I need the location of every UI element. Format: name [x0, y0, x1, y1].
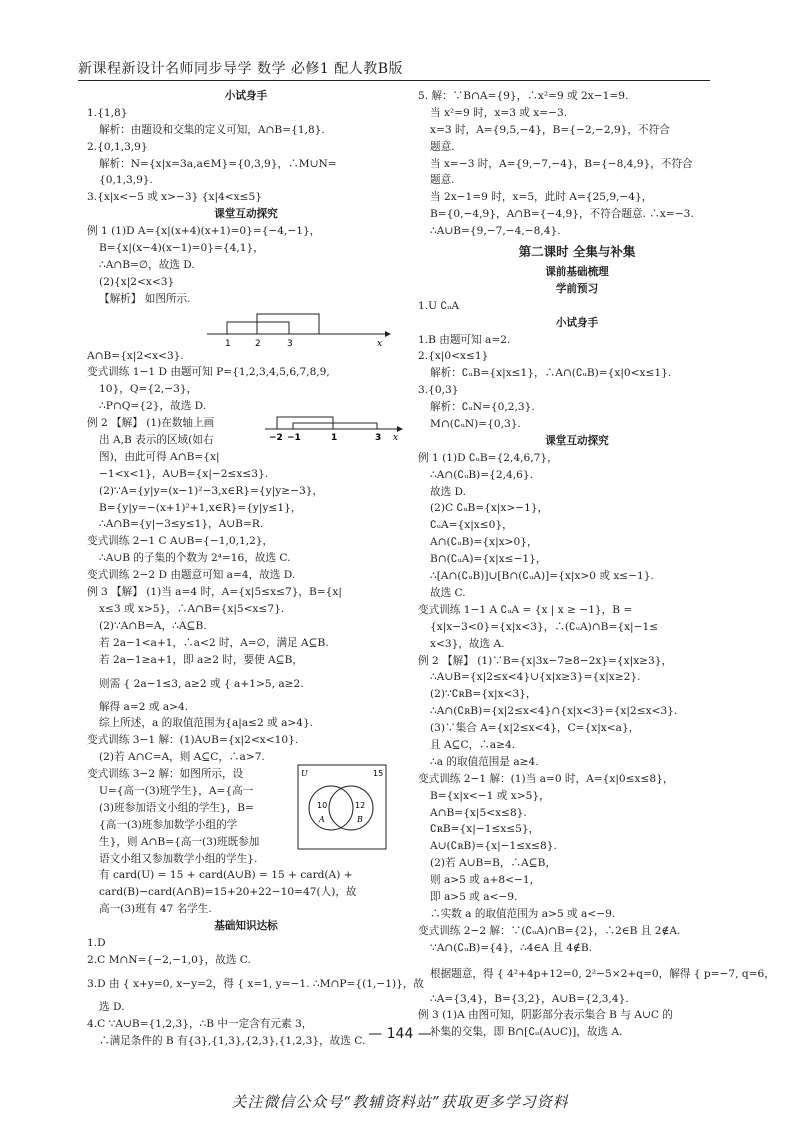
text-line: B∩(∁ᵤA)={x|x≤−1}，	[430, 553, 547, 566]
section-heading: 小试身手	[555, 316, 599, 329]
axis-label-x: x	[393, 433, 399, 444]
text-line: card(B)−card(A∩B)=15+20+22−10=47(人)，故	[99, 886, 357, 899]
text-line: 解析：∁ᵤB={x|x≤1}，∴A∩(∁ᵤB)={x|0<x≤1}.	[430, 367, 672, 380]
text-line: ∴P∩Q={2}，故选 D.	[99, 400, 207, 413]
text-line: B={0,−4,9}，A∩B={−4,9}，不符合题意. ∴x=−3.	[430, 208, 694, 221]
section-heading: 小试身手	[224, 90, 268, 102]
text-line: x=3 时，A={9,5,−4}，B={−2,−2,9}，不符合	[430, 123, 670, 136]
text-line: 【解析】 如图所示.	[99, 292, 191, 305]
text-line: 选 D.	[99, 1000, 125, 1013]
text-line: 变式训练 2−1 解：(1)当 a=0 时，A={x|0≤x≤8}，	[418, 772, 674, 785]
text-line: 根据题意，得 { 4²+4p+12=0, 2²−5×2+q=0，解得 { p=−7, q=6，	[430, 967, 775, 980]
text-line: 解析：∁ᵤN={0,2,3}.	[430, 401, 535, 414]
text-line: 1.B 由题可知 a=2.	[418, 333, 511, 346]
text-line: ∴A={3,4}，B={3,2}，A∪B={2,3,4}.	[430, 992, 629, 1005]
text-line: 例 1 (1)D A={x|(x+4)(x+1)=0}={−4,−1}，	[87, 225, 321, 238]
text-line: 题意.	[430, 140, 455, 153]
set-a-circle	[309, 786, 353, 830]
text-line: 4.C ∵A∪B={1,2,3}，∴B 中一定含有元素 3，	[87, 1017, 313, 1030]
tick-label-1: 1	[225, 338, 231, 349]
text-line: A∪(∁ʀB)={x|−1≤x≤8}.	[430, 840, 557, 853]
tick-label-1: 1	[331, 433, 338, 444]
text-line: 1.U ∁ᵤA	[418, 299, 460, 312]
text-line: (2)∵A={y|y=(x−1)²−3,x∈R}={y|y≥−3}，	[99, 484, 324, 497]
text-line: 例 1 (1)D ∁ᵤB={2,4,6,7}，	[418, 451, 558, 464]
text-line: 变式训练 1−1 D 由题可知 P={1,2,3,4,5,6,7,8,9,	[87, 366, 330, 379]
text-line: 当 x²=9 时，x=3 或 x=−3.	[430, 106, 568, 119]
text-line: 10}，Q={2,−3}，	[99, 383, 198, 396]
text-line: 生}，则 A∩B={高一(3)班既参加	[99, 835, 260, 848]
text-line: 若 2a−1<a+1，∴a<2 时，A=∅，满足 A⊆B.	[99, 636, 329, 649]
text-line: 即 a>5 或 a<−9.	[430, 890, 518, 903]
text-line: A∩(∁ᵤB)={x|x>0}，	[430, 536, 538, 549]
text-line: 解得 a=2 或 a>4.	[99, 700, 189, 713]
text-line: 变式训练 1−1 A ∁ᵤA = {x | x ≥ −1}，B =	[418, 603, 633, 616]
text-line: ∴A∩(∁ᵤB)={2,4,6}.	[430, 468, 533, 481]
text-line: ∴A∩(∁ʀB)={x|2≤x<4}∩{x|x<3}={x|2≤x<3}.	[430, 705, 678, 718]
text-line: ∴A∩B={y|−3≤y≤1}，A∪B=R.	[99, 518, 264, 531]
text-line: (2)若 A∪B=B，∴A⊆B，	[430, 857, 557, 870]
tick-label-neg2: −2	[269, 433, 283, 444]
text-line: 图)，由此可得 A∩B={x|	[99, 450, 220, 463]
text-line: 3.D 由 { x+y=0, x−y=2，得 { x=1, y=−1. ∴M∩P={(1,−1)}，故	[87, 977, 425, 990]
text-line: ∁ʀB={x|−1≤x≤5}，	[430, 823, 540, 836]
number-line-figure-2	[265, 411, 405, 444]
text-line: x<3}，故选 A.	[430, 637, 505, 650]
interval-a	[227, 322, 289, 334]
text-line: −1<x<1}，A∪B={x|−2≤x≤3}.	[99, 467, 269, 480]
header-rule	[78, 80, 710, 81]
text-line: 变式训练 3−1 解：(1)A∪B={x|2<x<10}.	[87, 734, 299, 747]
text-line: B={y|y=−(x+1)²+1,x∈R}={y|y≤1}，	[99, 501, 302, 514]
venn-label-u: U	[301, 769, 308, 779]
text-line: 出 A,B 表示的区域(如右	[99, 434, 214, 447]
section-heading: 基础知识达标	[214, 920, 278, 933]
text-line: ∴a 的取值范围是 a≥4.	[430, 755, 539, 768]
text-line: 变式训练 2−1 C A∪B={−1,0,1,2}，	[87, 535, 274, 548]
text-line: 变式训练 2−2 D 由题意可知 a=4，故选 D.	[87, 569, 296, 582]
text-line: 语文小组又参加数学小组的学生}.	[99, 852, 258, 865]
text-line: ∴A∪B 的子集的个数为 2⁴=16，故选 C.	[99, 552, 291, 565]
section-heading: 课前基础梳理	[545, 266, 609, 279]
text-line: (2)C ∁ᵤB={x|x>−1}，	[430, 502, 549, 515]
venn-count-a: 10	[317, 801, 328, 811]
tick-label-neg1: −1	[287, 433, 301, 444]
text-line: 且 A⊆C，∴a≥4.	[430, 738, 516, 751]
text-line: 3.{x|x<−5 或 x>−3} {x|4<x≤5}	[87, 191, 262, 204]
text-line: A∩B={x|5<x≤8}.	[430, 806, 527, 819]
running-header: 新课程新设计名师同步导学 数学 必修1 配人教B版	[78, 61, 404, 77]
text-line: ∴A∪B={9,−7,−4,−8,4}.	[430, 225, 561, 238]
venn-diagram	[297, 764, 389, 852]
number-line-figure-1	[87, 308, 405, 348]
page-number: — 144 —	[368, 1026, 432, 1042]
text-line: (2){x|2<x<3}	[99, 275, 175, 288]
axis-arrow	[385, 331, 391, 337]
text-line: ∁ᵤA={x|x≤0}，	[430, 519, 513, 532]
text-line: A∩B={x|2<x<3}.	[87, 349, 184, 362]
tick-label-3: 3	[287, 338, 293, 349]
text-line: ∴A∪B={x|2≤x<4}∪{x|x≥3}={x|x≥2}.	[430, 671, 641, 684]
text-span: 变式训练 3−2 解：如图所示，设	[87, 768, 244, 781]
text-line: 故选 C.	[430, 586, 466, 599]
text-line: {高一(3)班参加数学小组的学	[99, 818, 238, 831]
text-line: B={x|x<−1 或 x>5}，	[430, 789, 550, 802]
axis-label-x: x	[377, 338, 383, 349]
text-line: B={x|(x−4)(x−1)=0}={4,1}，	[99, 242, 264, 255]
text-line: 例 3 【解】 (1)当 a=4 时，A={x|5≤x≤7}，B={x|	[87, 586, 342, 599]
text-line: (3)班参加语文小组的学生}，B=	[99, 801, 254, 814]
number-line-1-svg	[207, 308, 397, 348]
text-line: 2.{0,1,3,9}	[87, 140, 148, 153]
text-line: M∩(∁ᵤN)={0,3}.	[430, 418, 521, 431]
text-line: ∵A∩(∁ᵤB)={4}，∴4∈A 且 4∉B.	[430, 941, 593, 954]
axis-arrow	[397, 426, 403, 432]
interval-b	[257, 314, 319, 334]
text-line: U={高一(3)班学生}，A={高一	[99, 784, 254, 797]
text-line: 变式训练 2−2 解：∵(∁ᵤA)∩B={2}，∴2∈B 且 2∉A.	[418, 924, 681, 937]
text-line: 题意.	[430, 174, 455, 187]
text-line: ∴A∩B=∅，故选 D.	[99, 258, 195, 271]
text-line: 解析：由题设和交集的定义可知，A∩B={1,8}.	[99, 123, 325, 136]
text-line: ∴[A∩(∁ᵤB)]∪[B∩(∁ᵤA)]={x|x>0 或 x≤−1}.	[430, 570, 654, 583]
text-line: 则需 { 2a−1≤3, a≥2 或 { a+1>5, a≥2.	[99, 677, 304, 690]
text-line: (3)∵集合 A={x|2≤x<4}，C={x|x<a}，	[430, 722, 640, 735]
text-line: 当 x=−3 时，A={9,−7,−4}，B={−8,4,9}，不符合	[430, 157, 693, 170]
footer-note: 关注微信公众号“教辅资料站”获取更多学习资料	[231, 1093, 569, 1111]
text-line: 综上所述，a 的取值范围为{a|a≤2 或 a>4}.	[99, 717, 314, 730]
text-line: 2.C M∩N={−2,−1,0}，故选 C.	[87, 953, 251, 966]
left-column	[87, 88, 425, 1049]
text-line: 例 2 【解】 (1)∵B={x|3x−7≥8−2x}={x|x≥3}，	[418, 654, 673, 667]
text-line: 2.{x|0<x≤1}	[418, 350, 489, 363]
text-line: 解析：N={x|x=3a,a∈M}={0,3,9}，∴M∪N=	[99, 157, 337, 170]
text-line: 1.{1,8}	[87, 106, 128, 119]
section-heading: 课堂互动探究	[214, 208, 278, 221]
text-line: 若 2a−1≥a+1，即 a≥2 时，要使 A⊆B，	[99, 653, 303, 666]
text-line: 故选 D.	[430, 485, 467, 498]
text-span: 例 2 【解】 (1)在数轴上画	[87, 417, 215, 430]
text-line: 补集的交集，即 B∩[∁ᵤ(A∪C)]，故选 A.	[430, 1026, 623, 1039]
text-line: 则 a>5 或 a+8<−1，	[430, 874, 541, 887]
text-line: (2)∵∁ʀB={x|x<3}，	[430, 688, 537, 701]
right-column	[418, 88, 775, 1041]
text-line: {x|x−3<0}={x|x<3}，∴(∁ᵤA)∩B={x|−1≤	[430, 620, 659, 633]
text-line: (2)∵A∩B=A，∴A⊆B.	[99, 619, 207, 632]
text-line: 例 3 (1)A 由图可知，阴影部分表示集合 B 与 A∪C 的	[418, 1009, 673, 1022]
text-line: 当 2x−1=9 时，x=5，此时 A={25,9,−4}，	[430, 191, 653, 204]
text-line: 5. 解：∵B∩A={9}，∴x²=9 或 2x−1=9.	[418, 90, 629, 102]
text-line: 高一(3)班有 47 名学生.	[99, 903, 212, 916]
venn-count-outside: 15	[373, 769, 384, 779]
text-line: 有 card(U) = 15 + card(A∪B) = 15 + card(A) +	[99, 869, 353, 882]
text-line: {0,1,3,9}.	[99, 174, 153, 187]
text-line: ∴满足条件的 B 有{3},{1,3},{2,3},{1,2,3}，故选 C.	[99, 1034, 366, 1047]
text-line: 1.D	[87, 936, 106, 949]
lesson-title: 第二课时 全集与补集	[518, 244, 636, 260]
venn-count-b: 12	[355, 801, 366, 811]
section-heading: 课堂互动探究	[545, 434, 609, 447]
text-line: x≤3 或 x>5}，∴A∩B={x|5<x≤7}.	[99, 602, 285, 615]
interval-b	[293, 423, 377, 429]
text-line: 3.{0,3}	[418, 384, 459, 397]
venn-label-b: B	[357, 815, 363, 825]
text-line: ∴实数 a 的取值范围为 a>5 或 a<−9.	[430, 907, 616, 920]
text-line: (2)若 A∩C=A，则 A⊆C，∴a>7.	[99, 751, 265, 764]
set-b-circle	[329, 786, 373, 830]
tick-label-3: 3	[375, 433, 382, 444]
venn-label-a: A	[319, 815, 325, 825]
tick-label-2: 2	[255, 338, 261, 349]
section-heading: 学前预习	[555, 282, 599, 295]
